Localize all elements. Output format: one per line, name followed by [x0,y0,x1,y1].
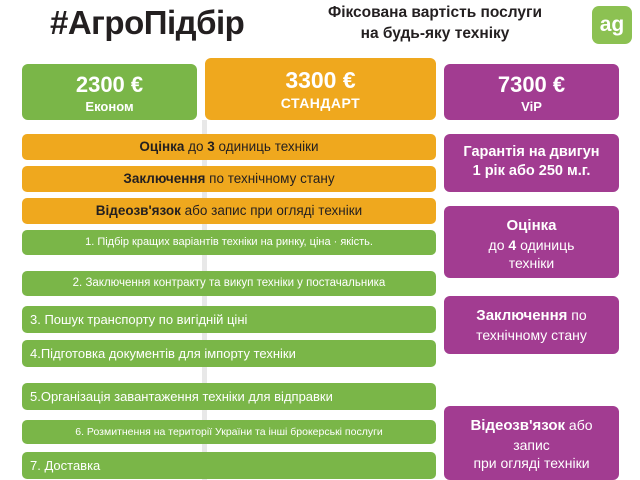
vip-assessment-line-2: техніки [508,254,555,271]
vip-guarantee-line-2: 1 рік або 250 м.г. [472,162,591,179]
vip-conclusion-line-2: технічному стану [476,326,587,343]
list-item: 7. Доставка [22,452,436,479]
band-conclusion-rest: по технічному стану [205,171,335,186]
list-item: 3. Пошук транспорту по вигідній ціні [22,306,436,333]
vip-guarantee-block [444,134,619,192]
vip-assessment-line-1 [450,236,613,254]
band-assessment [22,134,436,160]
list-item: 5.Організація завантаження техніки для відправки [22,383,436,410]
band-assessment-count: 3 [207,139,215,154]
price-card-vip [444,64,619,120]
band-conclusion [22,166,436,192]
vip-video-block [444,406,619,480]
vip-video-line-1 [450,416,613,436]
vip-assessment-block [444,206,619,278]
price-amount: 7300 € [497,72,566,97]
price-card-standard [205,58,436,120]
price-tier: Економ [85,99,134,115]
headline-line-2: на будь-яку техніку [360,24,510,42]
price-tier: СТАНДАРТ [280,95,361,112]
band-conclusion-label: Заключення [123,171,206,186]
vip-assessment-suffix: одиниць [516,236,575,253]
band-assessment-rest2: одиниць техніки [214,139,319,154]
list-item: 1. Підбір кращих варіантів техніки на ринку, ціна · якість. [22,230,436,255]
headline [310,3,560,45]
vip-assessment-prefix: до [488,236,509,253]
price-amount: 3300 € [285,67,356,93]
band-assessment-rest: до [184,139,208,154]
vip-conclusion-block [444,296,619,354]
vip-video-line-2: запис [513,436,550,453]
vip-video-title: Відеозв'язок [470,417,566,434]
logo-badge: ag [592,6,632,44]
vip-video-line-3: при огляді техніки [473,454,590,471]
brand-title: #АгроПідбір [50,4,245,41]
list-item: 2. Заключення контракту та викуп техніки у постачальника [22,271,436,296]
vip-assessment-count: 4 [508,236,517,253]
vip-conclusion-title: Заключення [476,307,568,324]
vip-assessment-title: Оцінка [506,217,557,234]
list-item: 6. Розмитнення на території України та інші брокерські послуги [22,420,436,444]
list-item: 4.Підготовка документів для імпорту техніки [22,340,436,367]
vip-conclusion-line-1 [450,306,613,326]
price-amount: 2300 € [75,72,144,97]
header [0,0,640,52]
price-card-econom [22,64,197,120]
band-video-label: Відеозв'язок [95,203,181,218]
vip-conclusion-rest: по [567,307,587,323]
price-tier: ViP [521,99,542,115]
band-assessment-label: Оцінка [139,139,185,154]
headline-line-1: Фіксована вартість послуги [327,4,543,21]
band-video [22,198,436,224]
vip-guarantee-line-1: Гарантія на двигун [463,144,600,160]
vip-video-rest: або [565,417,593,433]
band-video-rest: або запис при огляді техніки [180,203,363,218]
